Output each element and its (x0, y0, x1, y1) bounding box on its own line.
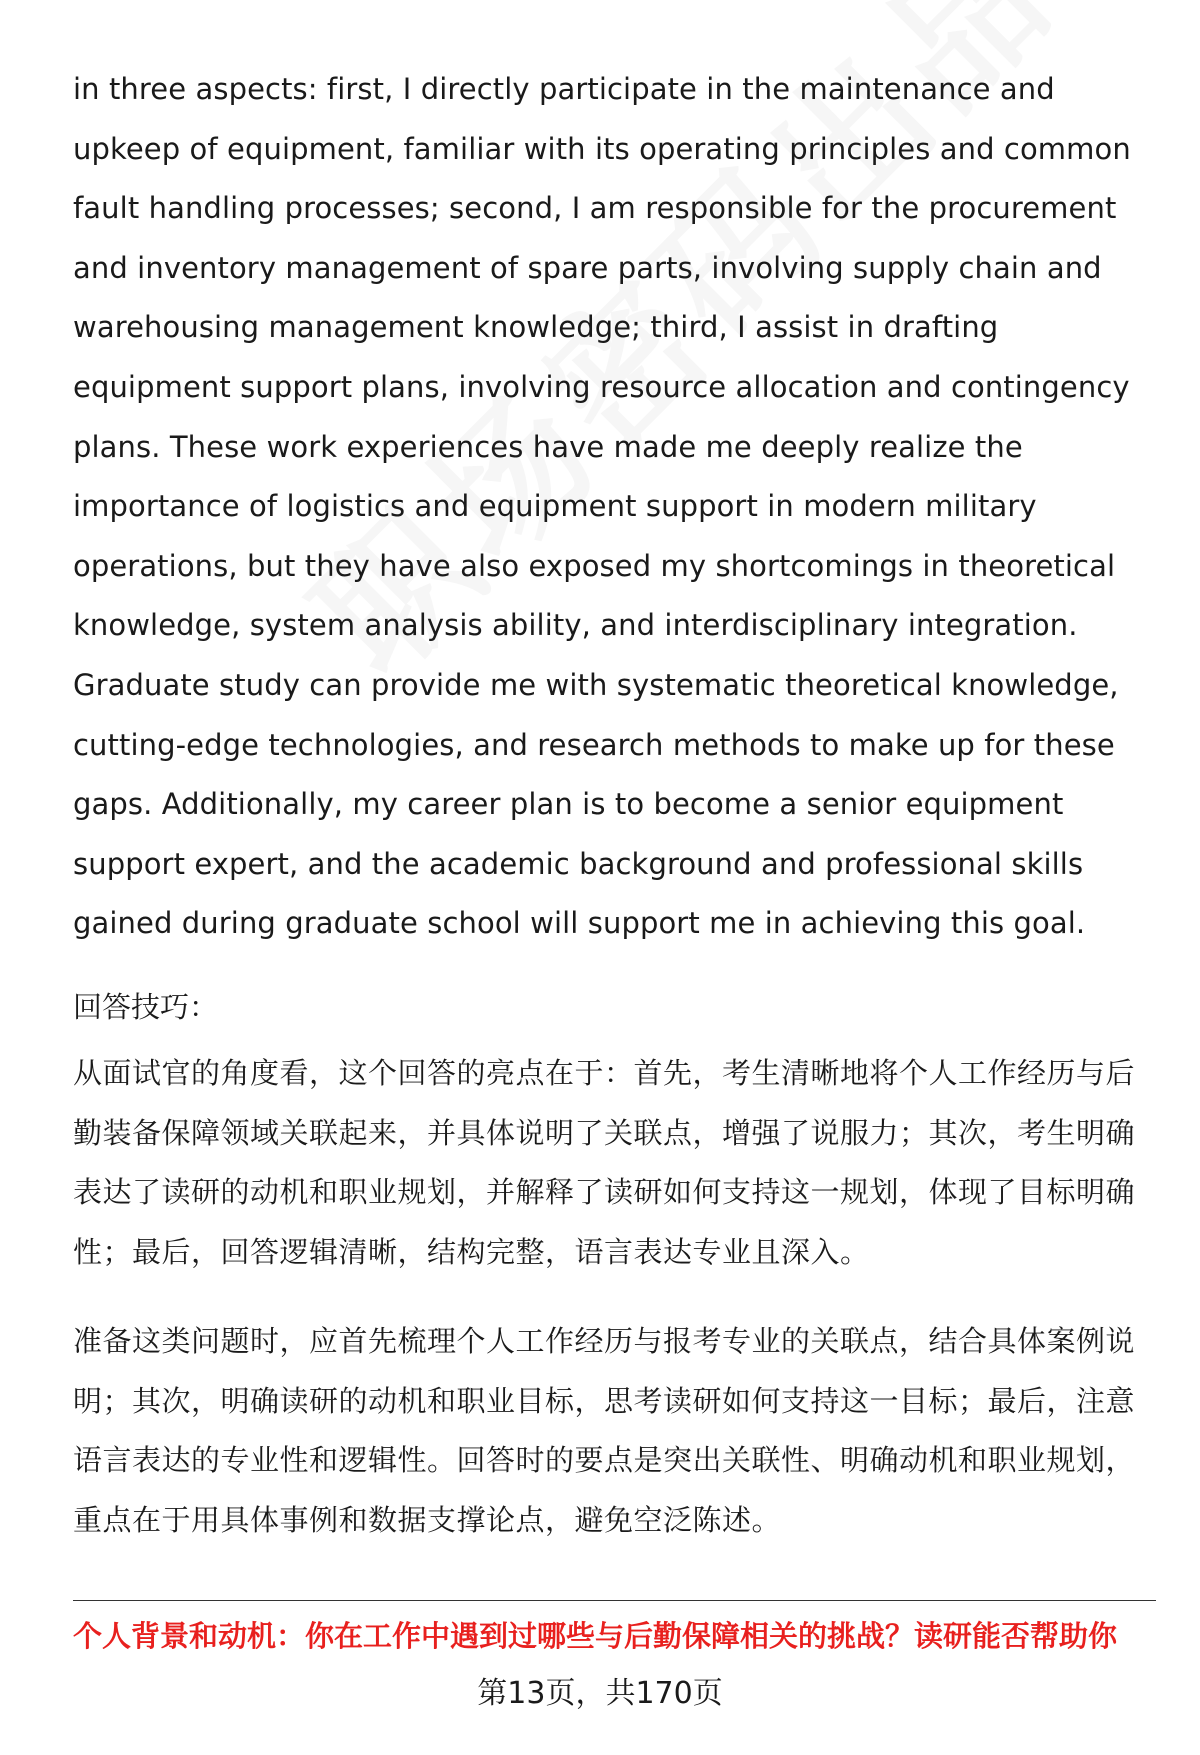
tips-paragraph-1: 从面试官的角度看，这个回答的亮点在于：首先，考生清晰地将个人工作经历与后勤装备保障领域关联起来，并具体说明了关联点，增强了说服力；其次，考生明确表达了读研的动机和职业规划，并解释了读研如何支持这一规划，体现了目标明确性；最后，回答逻辑清晰，结构完整，语言表达专业且深入。 (73, 1056, 1136, 1269)
answer-paragraph: in three aspects: first, I directly participate in the maintenance and upkeep of equipment, familiar with its operating principles and common fault handling processes; second, I am responsible for the procurement and inventory management of spare parts, involving supply chain and warehousing management knowledge; third, I assist in drafting equipment support plans, involving resource allocation and contingency plans. These work experiences have made me deeply realize the importance of logistics and equipment support in modern military operations, but they have also exposed my shortcomings in theoretical knowledge, system analysis ability, and interdisciplinary integration. Graduate study can provide me with systematic theoretical knowledge, cutting-edge technologies, and research methods to make up for these gaps. Additionally, my career plan is to become a senior equipment support expert, and the academic background and professional skills gained during graduate school will support me in achieving this goal. (73, 72, 1131, 941)
section-divider (73, 1600, 1156, 1601)
tips-label: 回答技巧： (73, 990, 219, 1024)
page-number: 第13页，共170页 (477, 1676, 723, 1711)
next-question-heading: 个人背景和动机：你在工作中遇到过哪些与后勤保障相关的挑战？读研能否帮助你 (73, 1619, 1118, 1653)
tips-paragraph-2: 准备这类问题时，应首先梳理个人工作经历与报考专业的关联点，结合具体案例说明；其次，明确读研的动机和职业目标，思考读研如何支持这一目标；最后，注意语言表达的专业性和逻辑性。回答时的要点是突出关联性、明确动机和职业规划，重点在于用具体事例和数据支撑论点，避免空泛陈述。 (73, 1324, 1136, 1537)
